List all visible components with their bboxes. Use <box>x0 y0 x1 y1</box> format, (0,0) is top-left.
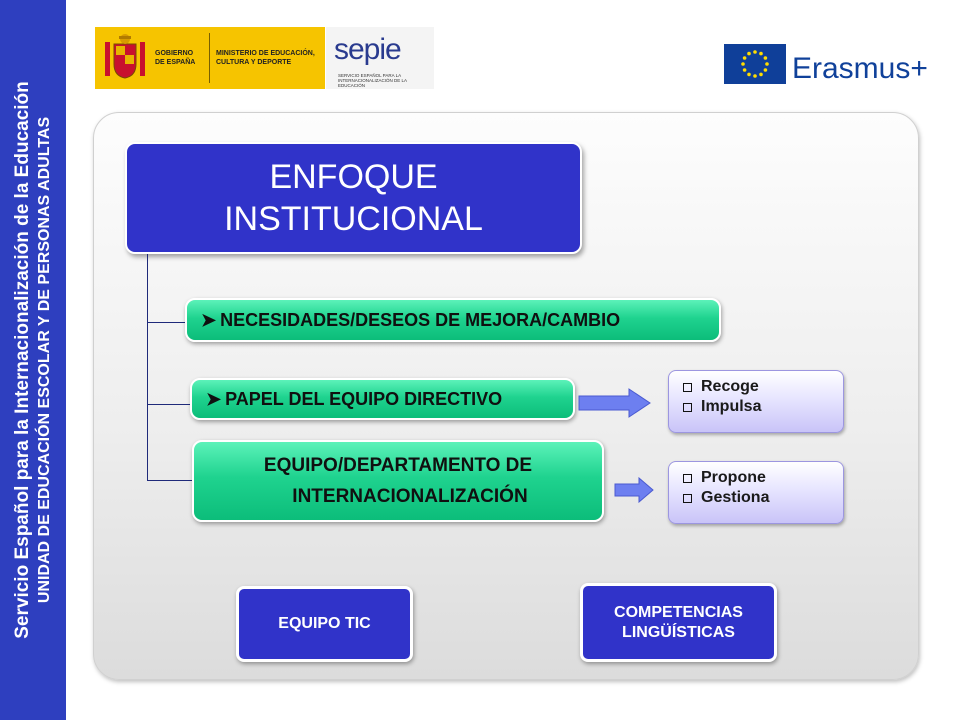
list-item-label: Gestiona <box>701 489 770 506</box>
competencias-label: COMPETENCIAS LINGÜÍSTICAS <box>614 603 743 641</box>
right-arrow-icon <box>578 388 652 418</box>
list-item-label: Propone <box>701 469 766 486</box>
eu-flag-icon <box>724 44 786 84</box>
needs-box <box>185 298 721 342</box>
tree-connector-vertical <box>147 254 148 480</box>
sepie-subtitle: SERVICIO ESPAÑOL PARA LA INTERNACIONALIZACIÓN DE LA EDUCACIÓN <box>338 73 407 88</box>
logo-divider <box>209 33 210 83</box>
gov-text: GOBIERNO DE ESPAÑA <box>155 50 196 66</box>
arrowhead-bullet-icon: ➤ <box>201 309 217 330</box>
sidebar-line2: UNIDAD DE EDUCACIÓN ESCOLAR Y DE PERSONAS ADULTAS <box>36 116 53 604</box>
tree-connector-papel <box>147 404 191 405</box>
list-item <box>683 397 843 417</box>
competencias-box <box>580 583 777 662</box>
erasmus-logo-text: Erasmus+ <box>792 52 928 85</box>
tree-connector-equipo <box>147 480 193 481</box>
checkbox-bullet-icon <box>683 494 692 503</box>
right-arrow-icon <box>614 477 654 503</box>
government-logo <box>95 27 325 89</box>
papel-label: PAPEL DEL EQUIPO DIRECTIVO <box>225 388 503 409</box>
tree-connector-needs <box>147 322 187 323</box>
equipo-label <box>264 450 532 512</box>
list-item <box>683 488 843 508</box>
equipo-line2: INTERNACIONALIZACIÓN <box>292 486 528 507</box>
papel-box <box>190 378 575 420</box>
list-item <box>683 468 843 488</box>
sidebar-band <box>0 0 66 720</box>
checkbox-bullet-icon <box>683 474 692 483</box>
arrowhead-bullet-icon: ➤ <box>206 388 222 409</box>
list-item-label: Impulsa <box>701 398 762 415</box>
list-propone-gestiona <box>668 461 844 524</box>
sepie-logo <box>326 27 434 89</box>
ministry-text: MINISTERIO DE EDUCACIÓN, CULTURA Y DEPORTE <box>216 50 315 66</box>
title-box <box>125 142 582 254</box>
equipo-line1: EQUIPO/DEPARTAMENTO DE <box>263 455 533 476</box>
list-item <box>683 377 843 397</box>
equipo-tic-box <box>236 586 413 662</box>
needs-label: NECESIDADES/DESEOS DE MEJORA/CAMBIO <box>220 309 621 330</box>
equipo-box <box>192 440 604 522</box>
checkbox-bullet-icon <box>683 383 692 392</box>
sepie-word: sepie <box>334 33 401 66</box>
equipo-tic-label: EQUIPO TIC <box>278 615 371 632</box>
list-item-label: Recoge <box>701 378 759 395</box>
list-recoge-impulsa <box>668 370 844 433</box>
sidebar-line1: Servicio Español para la Internacionalización de la Educación <box>12 81 33 639</box>
sidebar-text <box>11 81 55 639</box>
coat-of-arms-icon <box>103 32 147 84</box>
checkbox-bullet-icon <box>683 403 692 412</box>
diagram-title: ENFOQUE INSTITUCIONAL <box>224 158 483 238</box>
